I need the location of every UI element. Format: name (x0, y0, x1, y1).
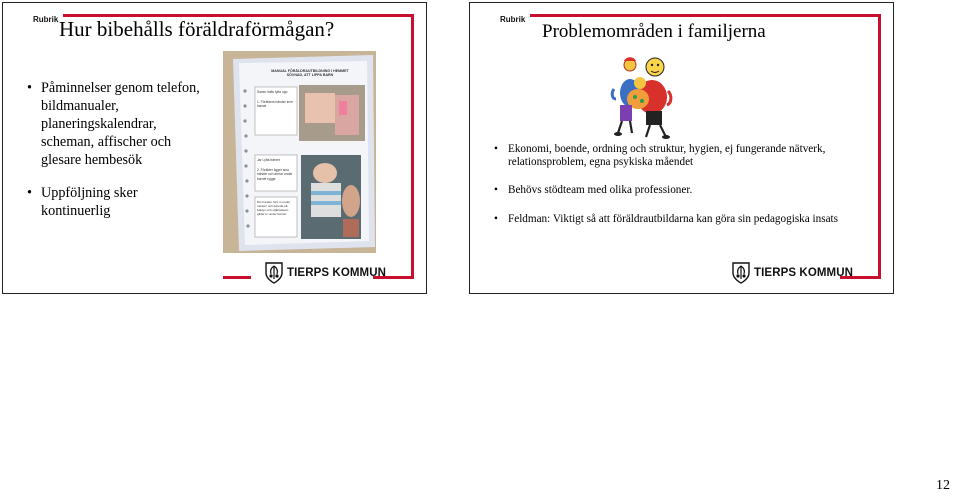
bullet-item: • Påminnelser genom telefon, bildmanualer, planeringskalendrar, scheman, affischer och glesare hembesök (27, 79, 202, 169)
manual-note: Din hander förs in under nacken och baredit på baklyx och stjärtaskam glider in under barnet. (257, 200, 291, 216)
manual-photo (223, 51, 376, 253)
slide-2 (469, 2, 894, 294)
logo-text: TIERPS KOMMUN (754, 267, 854, 279)
red-top-rule (530, 14, 880, 17)
bullet-item: • Ekonomi, boende, ordning och struktur, hygien, ej fungerande nätverk, relationsproblem, egna psykiska måendet (494, 143, 874, 169)
family-illustration (610, 53, 674, 139)
manual-note: Saxen halls lyfta upp 1. Förälders händer inne barnet (257, 90, 293, 109)
logo-text: TIERPS KOMMUN (287, 267, 387, 279)
bullet-item: • Behövs stödteam med olika professioner. (494, 184, 874, 197)
manual-note: Jar Lyfta barnet 2. Förälder ligger sina händer och armar under barnet rygge. (257, 158, 293, 181)
bullet-item: • Feldman: Viktigt så att föräldrautbildarna kan göra sin pedagogiska insats (494, 213, 874, 226)
red-side-rule (411, 14, 414, 279)
slide-title: Problemområden i familjerna (542, 21, 766, 42)
red-side-rule (878, 14, 881, 279)
page-number: 12 (936, 478, 950, 493)
coat-of-arms-icon (265, 262, 283, 284)
manual-header: MANUAL FÖRÄLDRAUTBILDNING I HEMMET SÖVNAD, ATT LIPPA BARN (271, 69, 349, 78)
slide-title: Hur bibehålls föräldraförmågan? (59, 17, 335, 41)
tierps-kommun-logo (265, 262, 386, 284)
bullet-list (494, 143, 874, 226)
rubrik-label: Rubrik (500, 15, 526, 24)
bullet-list (27, 79, 202, 220)
rubrik-label: Rubrik (33, 15, 59, 24)
manual-photo-drawing (223, 51, 376, 253)
slide-1 (2, 2, 427, 294)
coat-of-arms-icon (732, 262, 750, 284)
tierps-kommun-logo (732, 262, 853, 284)
red-bottom-rule-left (223, 276, 251, 279)
bullet-item: • Uppföljning sker kontinuerlig (27, 184, 202, 220)
